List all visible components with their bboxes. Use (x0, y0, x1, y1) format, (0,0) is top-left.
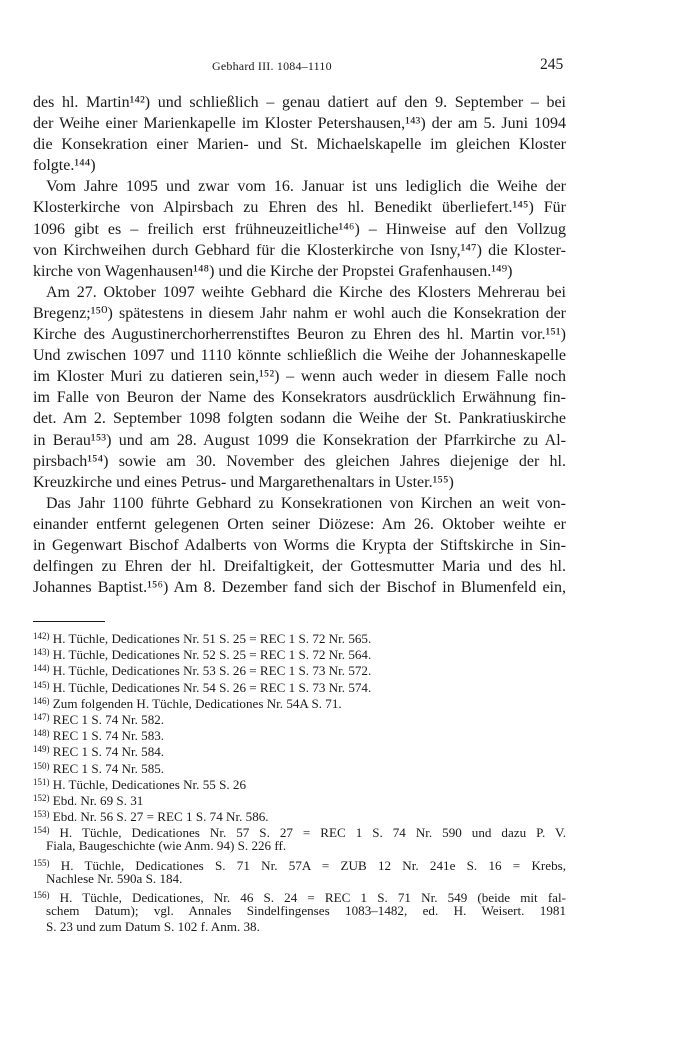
footnote-item (33, 741, 566, 760)
footnote-continuation: Nachlese Nr. 590a S. 184. (46, 870, 183, 886)
body-line: Vom Jahre 1095 und zwar vom 16. Januar ist uns lediglich die Weihe der (46, 178, 566, 196)
body-line: von Kirchweihen durch Gebhard für die Klosterkirche von Isny,¹⁴⁷) die Kloster- (33, 241, 566, 259)
body-line: Klosterkirche von Alpirsbach zu Ehren des hl. Benedikt überliefert.¹⁴⁵) Für (33, 199, 566, 217)
footnote-continuation: S. 23 und zum Datum S. 102 f. Anm. 38. (46, 919, 260, 935)
footnote-item (33, 644, 566, 663)
footnote-continuation: schem Datum); vgl. Annales Sindelfingenses 1083–1482, ed. H. Weisert. 1981 (46, 903, 566, 919)
footnote-number: 153) (33, 809, 50, 820)
footnote-number: 146) (33, 695, 50, 706)
footnote-number: 150) (33, 760, 50, 771)
running-head: Gebhard III. 1084–1110 (212, 59, 332, 73)
footnote-text: H. Tüchle, Dedicationes Nr. 57 S. 27 = REC 1 S. 74 Nr. 590 und dazu P. V. (49, 825, 566, 841)
body-line: pirsbach¹⁵⁴) sowie am 30. November des gleichen Jahres diejenige der hl. (33, 452, 566, 470)
footnote-item (33, 758, 566, 774)
footnote-number: 143) (33, 647, 50, 658)
footnote-text: Ebd. Nr. 56 S. 27 = REC 1 S. 74 Nr. 586. (49, 809, 269, 825)
footnote-item (33, 677, 566, 693)
footnote-item (33, 709, 566, 725)
footnote-divider (33, 621, 105, 622)
footnote-text: Ebd. Nr. 69 S. 31 (49, 792, 144, 808)
footnote-item (33, 790, 566, 806)
footnote-item (33, 887, 566, 903)
footnote-text: H. Tüchle, Dedicationes Nr. 55 S. 26 (49, 776, 246, 792)
page-number: 245 (540, 56, 564, 73)
footnote-text: H. Tüchle, Dedicationes Nr. 52 S. 25 = REC 1 S. 72 Nr. 564. (49, 647, 372, 663)
body-line: Und zwischen 1097 und 1110 könnte schließlich die Weihe der Johanneskapelle (33, 347, 566, 365)
footnote-number: 144) (33, 663, 50, 674)
body-line: in Berau¹⁵³) und am 28. August 1099 die Konsekration der Pfarrkirche zu Al- (33, 431, 566, 449)
body-line: der Weihe einer Marienkapelle im Kloster Petershausen,¹⁴³) der am 5. Juni 1094 (33, 115, 566, 133)
footnote-number: 151) (33, 776, 50, 787)
footnote-number: 152) (33, 792, 50, 803)
body-line: Kreuzkirche und eines Petrus- und Margarethenaltars in Uster.¹⁵⁵) (33, 473, 454, 491)
footnote-text: REC 1 S. 74 Nr. 585. (49, 760, 165, 776)
footnote-number: 148) (33, 728, 50, 739)
footnote-item (33, 660, 566, 679)
footnote-item (33, 693, 566, 709)
footnotes (33, 628, 566, 936)
footnote-text: REC 1 S. 74 Nr. 584. (49, 744, 165, 760)
footnote-number: 142) (33, 631, 50, 641)
body-text (33, 92, 566, 598)
footnote-text: H. Tüchle, Dedicationes Nr. 53 S. 26 = REC 1 S. 73 Nr. 572. (49, 663, 372, 679)
footnote-text: Zum folgenden H. Tüchle, Dedicationes Nr. 54A S. 71. (49, 695, 342, 711)
body-line: die Konsekration einer Marien- und St. Michaelskapelle im gleichen Kloster (33, 136, 566, 154)
footnote-number: 149) (33, 744, 50, 755)
body-line: in Gegenwart Bischof Adalberts von Worms die Krypta der Stiftskirche in Sin- (33, 536, 566, 554)
footnote-item (33, 855, 566, 871)
footnote-item (33, 806, 566, 825)
body-line: Das Jahr 1100 führte Gebhard zu Konsekrationen von Kirchen an weit von- (46, 494, 566, 512)
footnote-text: H. Tüchle, Dedicationes, Nr. 46 S. 24 = REC 1 S. 71 Nr. 549 (beide mit fal- (49, 890, 566, 905)
footnote-item (33, 822, 566, 841)
body-line: des hl. Martin¹⁴²) und schließlich – genau datiert auf den 9. September – bei (33, 94, 566, 111)
body-line: 1096 gibt es – freilich erst frühneuzeitliche¹⁴⁶) – Hinweise auf den Vollzug (33, 220, 566, 238)
footnote-item (33, 628, 566, 644)
footnote-number: 155) (33, 857, 50, 868)
footnote-text: H. Tüchle, Dedicationes S. 71 Nr. 57A = ZUB 12 Nr. 241e S. 16 = Krebs, (49, 857, 566, 873)
footnote-number: 145) (33, 679, 50, 690)
footnote-continuation: Fiala, Baugeschichte (wie Anm. 94) S. 226 ff. (46, 838, 287, 854)
footnote-text: H. Tüchle, Dedicationes Nr. 51 S. 25 = REC 1 S. 72 Nr. 565. (49, 631, 372, 646)
footnote-number: 156) (33, 890, 50, 900)
body-line: delfingen zu Ehren der hl. Dreifaltigkeit, der Gottesmutter Maria und des hl. (33, 558, 566, 576)
body-line: im Falle von Beuron der Name des Konsekrators ausdrücklich Erwähnung fin- (33, 389, 566, 407)
footnote-number: 154) (33, 825, 50, 836)
body-line: det. Am 2. September 1098 folgten sodann die Weihe der St. Pankratiuskirche (33, 410, 566, 428)
footnote-item (33, 774, 566, 790)
footnote-text: REC 1 S. 74 Nr. 583. (49, 728, 165, 744)
body-line: Johannes Baptist.¹⁵⁶) Am 8. Dezember fand sich der Bischof in Blumenfeld ein, (33, 579, 566, 597)
body-line: Bregenz;¹⁵⁰) spätestens in diesem Jahr nahm er wohl auch die Konsekration der (33, 304, 566, 322)
body-line: Kirche des Augustinerchorherrenstiftes Beuron zu Ehren des hl. Martin vor.¹⁵¹) (33, 326, 566, 344)
footnote-item (33, 725, 566, 744)
body-line: im Kloster Muri zu datieren sein,¹⁵²) – wenn auch weder in diesem Falle noch (33, 368, 566, 386)
footnote-text: REC 1 S. 74 Nr. 582. (49, 711, 165, 727)
footnote-number: 147) (33, 711, 50, 722)
body-line: einander entfernt gelegenen Orten seiner Diözese: Am 26. Oktober weihte er (33, 515, 566, 533)
body-line: kirche von Wagenhausen¹⁴⁸) und die Kirche der Propstei Grafenhausen.¹⁴⁹) (33, 262, 513, 280)
body-line: folgte.¹⁴⁴) (33, 157, 96, 175)
body-line: Am 27. Oktober 1097 weihte Gebhard die Kirche des Klosters Mehrerau bei (46, 283, 566, 301)
footnote-text: H. Tüchle, Dedicationes Nr. 54 S. 26 = REC 1 S. 73 Nr. 574. (49, 679, 372, 695)
